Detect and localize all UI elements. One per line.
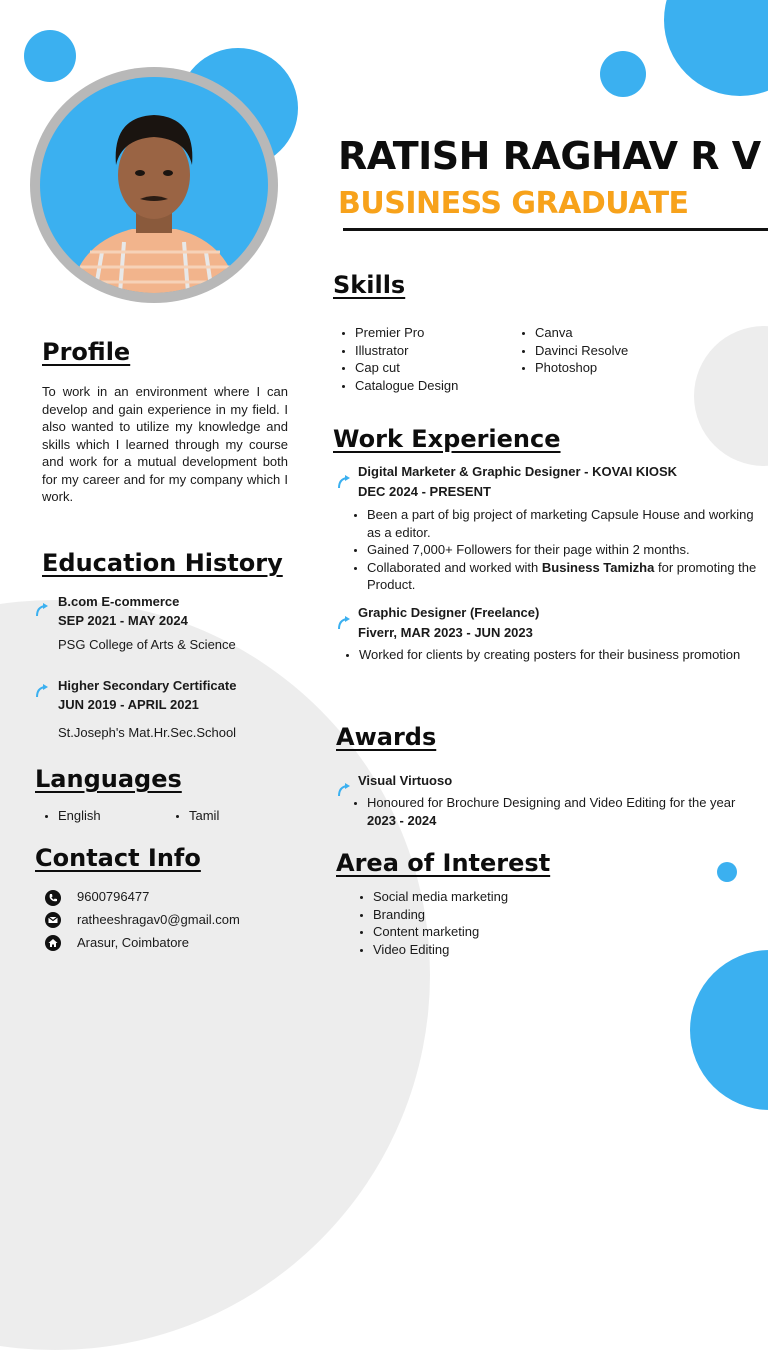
job-bullets-1 bbox=[349, 506, 757, 594]
list-item: • Canva bbox=[535, 324, 628, 342]
email-icon bbox=[45, 912, 61, 928]
awards-heading: Awards bbox=[336, 723, 437, 751]
list-item: • Branding bbox=[373, 906, 508, 924]
job-title: BUSINESS GRADUATE bbox=[338, 186, 689, 221]
list-item: • Collaborated and worked with Business Tamizha for promoting the Product. bbox=[367, 559, 757, 594]
list-item: • Photoshop bbox=[535, 359, 628, 377]
list-item: • Premier Pro bbox=[355, 324, 458, 342]
award-title: Visual Virtuoso bbox=[358, 773, 453, 788]
languages-list-2 bbox=[171, 807, 219, 825]
skills-list-2 bbox=[517, 324, 628, 377]
job-dates-1: DEC 2024 - PRESENT bbox=[358, 484, 491, 499]
list-item: • English bbox=[58, 807, 101, 825]
list-item: • Video Editing bbox=[373, 941, 508, 959]
contact-phone: 9600796477 bbox=[77, 889, 150, 904]
phone-icon bbox=[45, 890, 61, 906]
education-dates-2: JUN 2019 - APRIL 2021 bbox=[58, 697, 199, 712]
skills-heading: Skills bbox=[333, 271, 406, 299]
blue-circle-top-right-large bbox=[664, 0, 768, 96]
skills-list-1 bbox=[337, 324, 458, 394]
list-item: • Cap cut bbox=[355, 359, 458, 377]
avatar bbox=[30, 67, 278, 303]
job-role-2: Graphic Designer (Freelance) bbox=[358, 605, 540, 620]
education-degree-1: B.com E-commerce bbox=[58, 594, 180, 609]
education-dates-1: SEP 2021 - MAY 2024 bbox=[58, 613, 188, 628]
person-photo-icon bbox=[40, 77, 268, 293]
list-item: • Tamil bbox=[189, 807, 219, 825]
languages-list-1 bbox=[40, 807, 101, 825]
work-heading: Work Experience bbox=[333, 425, 561, 453]
education-heading: Education History bbox=[42, 549, 283, 577]
contact-heading: Contact Info bbox=[35, 844, 201, 872]
profile-heading: Profile bbox=[42, 338, 131, 366]
list-item: • Content marketing bbox=[373, 923, 508, 941]
list-item: • Catalogue Design bbox=[355, 377, 458, 395]
award-bullets bbox=[349, 794, 757, 829]
curved-arrow-icon bbox=[336, 473, 352, 489]
blue-circle-top-right-small bbox=[600, 51, 646, 97]
job-bullets-2 bbox=[341, 646, 744, 664]
blue-circle-top-left-small bbox=[24, 30, 76, 82]
full-name: RATISH RAGHAV R V bbox=[338, 134, 761, 178]
list-item: • Been a part of big project of marketing Capsule House and working as a editor. bbox=[367, 506, 757, 541]
home-icon bbox=[45, 935, 61, 951]
profile-text: To work in an environment where I can develop and gain experience in my field. I also wanted to utilize my knowledge and skills which I learned through my course and work for a mutual development both for my career and for my company which I work. bbox=[42, 384, 288, 504]
contact-address: Arasur, Coimbatore bbox=[77, 935, 189, 950]
list-item: • Social media marketing bbox=[373, 888, 508, 906]
interests-list bbox=[355, 888, 508, 958]
curved-arrow-icon bbox=[336, 614, 352, 630]
blue-circle-bottom-right bbox=[690, 950, 768, 1110]
list-item: • Gained 7,000+ Followers for their page within 2 months. bbox=[367, 541, 757, 559]
education-degree-2: Higher Secondary Certificate bbox=[58, 678, 237, 693]
list-item: • Illustrator bbox=[355, 342, 458, 360]
job-dates-2: Fiverr, MAR 2023 - JUN 2023 bbox=[358, 625, 533, 640]
curved-arrow-icon bbox=[34, 682, 50, 698]
job-role-1: Digital Marketer & Graphic Designer - KOVAI KIOSK bbox=[358, 464, 678, 479]
list-item: • Davinci Resolve bbox=[535, 342, 628, 360]
contact-email: ratheeshragav0@gmail.com bbox=[77, 912, 240, 927]
languages-heading: Languages bbox=[35, 765, 182, 793]
curved-arrow-icon bbox=[34, 601, 50, 617]
blue-dot-right bbox=[717, 862, 737, 882]
interests-heading: Area of Interest bbox=[336, 849, 551, 877]
list-item: • Worked for clients by creating posters for their business promotion bbox=[359, 646, 744, 664]
header-divider bbox=[343, 228, 768, 231]
right-gray-circle bbox=[694, 326, 768, 466]
education-school-1: PSG College of Arts & Science bbox=[58, 637, 236, 652]
list-item: • Honoured for Brochure Designing and Video Editing for the year 2023 - 2024 bbox=[367, 794, 757, 829]
education-school-2: St.Joseph's Mat.Hr.Sec.School bbox=[58, 725, 237, 740]
